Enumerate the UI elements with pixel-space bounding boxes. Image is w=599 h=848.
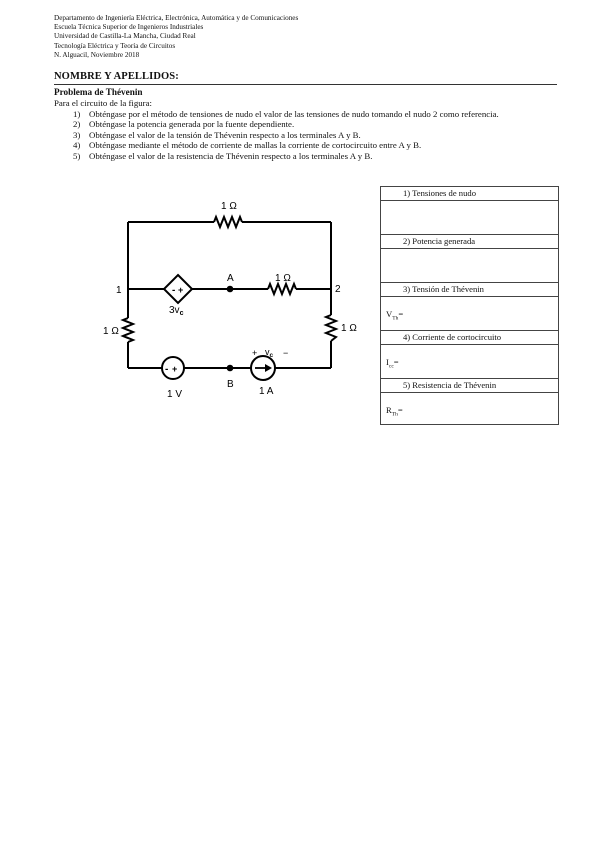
v-source-minus: - bbox=[165, 364, 169, 375]
header-school: Escuela Técnica Superior de Ingenieros Industriales bbox=[54, 23, 204, 32]
task-item bbox=[54, 140, 557, 150]
label-r-top: 1 Ω bbox=[221, 201, 237, 212]
header-department: Departamento de Ingeniería Eléctrica, Electrónica, Automática y de Comunicaciones bbox=[54, 14, 299, 22]
resistor-top bbox=[214, 217, 242, 227]
task-number: 5) bbox=[73, 150, 81, 161]
circuit-diagram bbox=[95, 188, 375, 408]
icc-label: $I_{cc}=$ bbox=[386, 357, 399, 370]
answer-header-short-circuit: 4) Corriente de cortocircuito bbox=[381, 331, 558, 345]
task-item bbox=[54, 151, 557, 161]
answer-table bbox=[380, 186, 559, 425]
task-text: Obténgase la potencia generada por la fuente dependiente. bbox=[89, 119, 295, 130]
task-text: Obténgase el valor de la resistencia de Thévenin respecto a los terminales A y B. bbox=[89, 150, 373, 161]
problem-intro: Para el circuito de la figura: bbox=[54, 98, 152, 108]
answer-header-node-voltages: 1) Tensiones de nudo bbox=[381, 187, 558, 201]
resistor-mid bbox=[268, 284, 296, 294]
label-node-B: B bbox=[227, 379, 234, 390]
label-vc: $v_c$ bbox=[265, 347, 274, 359]
task-number: 3) bbox=[73, 129, 81, 140]
answer-header-thevenin-voltage: 3) Tensión de Thévenin bbox=[381, 283, 558, 297]
label-node-A: A bbox=[227, 273, 234, 284]
dep-source-plus: + bbox=[178, 285, 184, 295]
answer-header-thevenin-resistance: 5) Resistencia de Thévenin bbox=[381, 379, 558, 393]
rth-label: $R_{Th}=$ bbox=[386, 405, 403, 418]
task-number: 4) bbox=[73, 140, 81, 151]
label-vc-minus: − bbox=[283, 348, 289, 358]
task-item bbox=[54, 109, 557, 119]
task-number: 2) bbox=[73, 119, 81, 130]
label-voltage-source: 1 V bbox=[167, 389, 183, 400]
answer-field-thevenin-voltage[interactable] bbox=[381, 297, 558, 331]
header-author-date: N. Alguacil, Noviembre 2018 bbox=[54, 50, 140, 59]
label-r-left: 1 Ω bbox=[103, 326, 119, 337]
label-r-mid: 1 Ω bbox=[275, 273, 291, 284]
resistor-left bbox=[123, 318, 133, 342]
header-divider bbox=[54, 84, 557, 85]
vth-label: $V_{Th}=$ bbox=[386, 309, 404, 322]
label-dep-source: $3v_c$ bbox=[169, 305, 184, 317]
task-list bbox=[54, 109, 557, 161]
node-A-dot bbox=[227, 286, 234, 293]
answer-field-short-circuit[interactable] bbox=[381, 345, 558, 379]
task-item bbox=[54, 119, 557, 129]
answer-field-power[interactable] bbox=[381, 249, 558, 283]
answer-field-node-voltages[interactable] bbox=[381, 201, 558, 235]
task-text: Obténgase mediante el método de corriente de mallas la corriente de cortocircuito entre A y B. bbox=[89, 140, 422, 151]
task-text: Obténgase el valor de la tensión de Thévenin respecto a los terminales A y B. bbox=[89, 129, 361, 140]
label-node-2: 2 bbox=[335, 284, 341, 295]
task-item bbox=[54, 130, 557, 140]
task-number: 1) bbox=[73, 109, 81, 119]
dep-source-minus: - bbox=[172, 285, 176, 296]
node-B-dot bbox=[227, 365, 234, 372]
label-vc-plus: + bbox=[252, 348, 258, 358]
answer-field-thevenin-resistance[interactable] bbox=[381, 393, 558, 424]
task-text: Obténgase por el método de tensiones de nudo el valor de las tensiones de nudo tomando el nudo 2 como referencia. bbox=[89, 109, 499, 119]
answer-header-power: 2) Potencia generada bbox=[381, 235, 558, 249]
resistor-right bbox=[326, 315, 336, 341]
label-node-1: 1 bbox=[116, 285, 122, 296]
label-r-right: 1 Ω bbox=[341, 323, 357, 334]
student-name-label: NOMBRE Y APELLIDOS: bbox=[54, 71, 179, 82]
header-course: Tecnología Eléctrica y Teoría de Circuitos bbox=[54, 41, 176, 50]
v-source-plus: + bbox=[172, 364, 178, 374]
header-university: Universidad de Castilla-La Mancha, Ciudad Real bbox=[54, 32, 196, 41]
label-current-source: 1 A bbox=[259, 386, 274, 397]
document-header bbox=[54, 14, 298, 60]
problem-title: Problema de Thévenin bbox=[54, 87, 143, 97]
